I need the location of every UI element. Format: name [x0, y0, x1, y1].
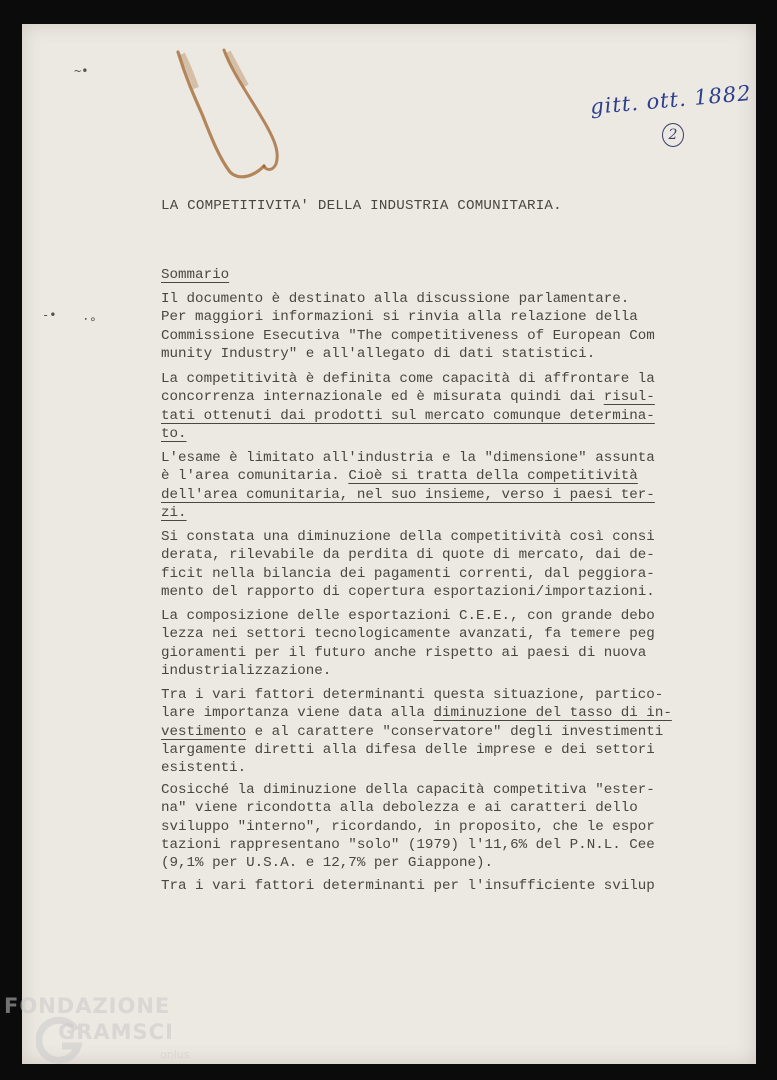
text-line: [161, 799, 701, 817]
text-line: [161, 723, 701, 741]
paragraph-7: [161, 781, 701, 872]
text-line: [161, 818, 701, 836]
text-segment: mento del rapporto di copertura esportazioni/importazioni.: [161, 583, 655, 600]
text-line: [161, 781, 701, 799]
underlined-text: zi.: [161, 504, 187, 521]
text-line: [161, 486, 701, 504]
text-segment: Cosicché la diminuzione della capacità competitiva "ester-: [161, 782, 655, 798]
text-line: [161, 704, 701, 722]
text-segment: sviluppo "interno", ricordando, in proposito, che le espor: [161, 818, 655, 835]
text-line: [161, 877, 701, 895]
paragraph-8: [161, 877, 701, 895]
underlined-text: vestimento: [161, 723, 247, 740]
document-page: [22, 24, 756, 1064]
text-line: [161, 546, 701, 564]
text-line: [161, 308, 701, 326]
text-segment: lare importanza viene data alla: [161, 705, 434, 722]
text-segment: industrializzazione.: [161, 662, 332, 679]
text-line: [161, 686, 701, 704]
text-line: [161, 290, 701, 308]
margin-mark: -•: [42, 308, 57, 322]
text-segment: esistenti.: [161, 760, 247, 777]
text-line: [161, 425, 701, 443]
text-segment: (9,1% per U.S.A. e 12,7% per Giappone).: [161, 855, 494, 872]
text-segment: largamente diretti alla difesa delle imprese e dei settori: [161, 741, 655, 758]
text-segment: Per maggiori informazioni si rinvia alla relazione della: [161, 309, 638, 326]
underlined-text: to.: [161, 425, 187, 442]
text-segment: ficit nella bilancia dei pagamenti correnti, dal peggiora-: [161, 565, 655, 582]
paragraph-4: [161, 528, 701, 601]
section-heading: Sommario: [161, 267, 230, 283]
paragraph-2: [161, 370, 701, 443]
margin-mark: ⋅∘: [82, 312, 97, 326]
fondazione-gramsci-watermark: [4, 994, 204, 1074]
text-segment: La composizione delle esportazioni C.E.E., con grande debo: [161, 608, 655, 624]
text-segment: gioramenti per il futuro anche rispetto ai paesi di nuova: [161, 644, 647, 661]
text-segment: na" viene ricondotta alla debolezza e ai caratteri dello: [161, 800, 638, 817]
text-segment: lezza nei settori tecnologicamente avanzati, fa temere peg: [161, 626, 655, 643]
text-line: [161, 504, 701, 522]
text-line: [161, 467, 701, 485]
text-line: [161, 449, 701, 467]
underlined-text: dell'area comunitaria, nel suo insieme, verso i paesi ter-: [161, 486, 655, 503]
text-line: [161, 388, 701, 406]
rust-stain-mark: [172, 48, 302, 188]
text-segment: Tra i vari fattori determinanti questa situazione, partico-: [161, 687, 664, 703]
paragraph-1: [161, 290, 701, 363]
text-line: [161, 565, 701, 583]
text-segment: La competitività è definita come capacità di affrontare la: [161, 371, 655, 387]
text-segment: Tra i vari fattori determinanti per l'insufficiente svilup: [161, 878, 655, 894]
text-segment: è l'area comunitaria.: [161, 468, 349, 485]
watermark-line-2: GRAMSCI: [58, 1020, 174, 1044]
text-line: [161, 607, 701, 625]
text-segment: e al carattere "conservatore" degli investimenti: [246, 723, 664, 740]
text-segment: Il documento è destinato alla discussione parlamentare.: [161, 291, 630, 307]
text-segment: tazioni rappresentano "solo" (1979) l'11,6% del P.N.L. Cee: [161, 836, 655, 853]
handwritten-date-note: gitt. ott. 1882: [589, 80, 753, 120]
text-line: [161, 644, 701, 662]
text-segment: derata, rilevabile da perdita di quote di mercato, dai de-: [161, 547, 655, 564]
underlined-text: tati ottenuti dai prodotti sul mercato comunque determina-: [161, 407, 655, 424]
text-segment: concorrenza internazionale ed è misurata quindi dai: [161, 389, 604, 406]
text-line: [161, 759, 701, 777]
document-title: LA COMPETITIVITA' DELLA INDUSTRIA COMUNITARIA.: [161, 198, 562, 214]
underlined-text: diminuzione del tasso di in-: [433, 705, 672, 722]
watermark-suffix: onlus: [160, 1048, 190, 1061]
text-line: [161, 836, 701, 854]
margin-mark: ~•: [74, 64, 89, 78]
watermark-line-1: FONDAZIONE: [4, 994, 171, 1018]
text-line: [161, 854, 701, 872]
text-line: [161, 327, 701, 345]
text-segment: L'esame è limitato all'industria e la "dimensione" assunta: [161, 450, 655, 466]
paragraph-6: [161, 686, 701, 777]
text-line: [161, 583, 701, 601]
text-line: [161, 741, 701, 759]
underlined-text: risul-: [603, 389, 655, 406]
text-line: [161, 662, 701, 680]
text-line: [161, 370, 701, 388]
text-line: [161, 407, 701, 425]
handwritten-page-number: 2: [662, 123, 684, 147]
text-segment: Commissione Esecutiva "The competitiveness of European Com: [161, 327, 655, 344]
text-line: [161, 528, 701, 546]
paragraph-3: [161, 449, 701, 522]
text-line: [161, 625, 701, 643]
paragraph-5: [161, 607, 701, 680]
text-line: [161, 345, 701, 363]
text-segment: munity Industry" e all'allegato di dati statistici.: [161, 345, 596, 362]
underlined-text: Cioè si tratta della competitività: [348, 468, 638, 485]
text-segment: Si constata una diminuzione della competitività così consi: [161, 529, 655, 545]
